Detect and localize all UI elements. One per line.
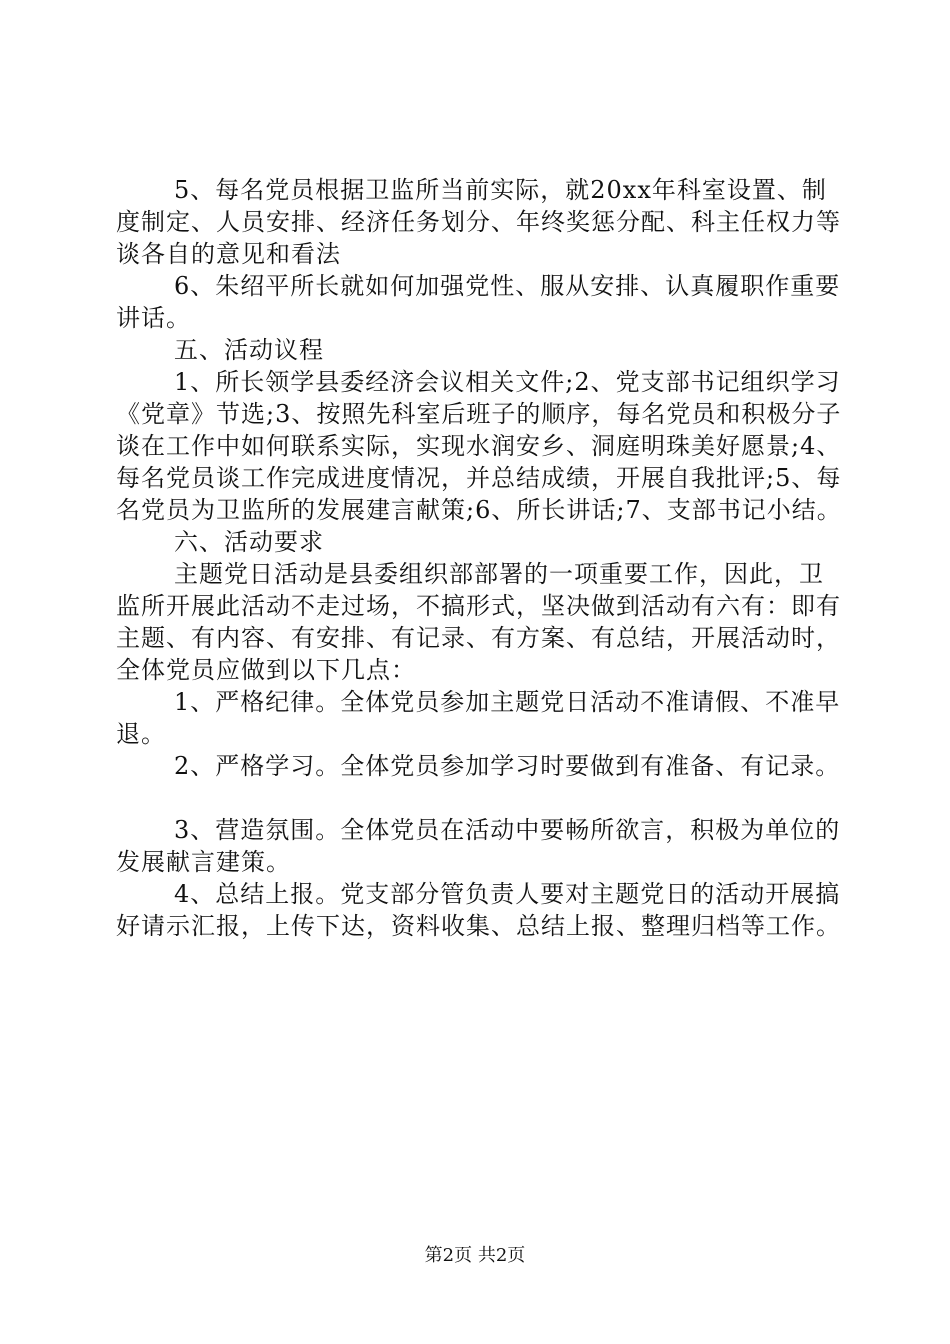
document-body — [116, 174, 846, 942]
paragraph-requirement-4: 4、总结上报。党支部分管负责人要对主题党日的活动开展搞好请示汇报，上传下达，资料收集、总结上报、整理归档等工作。 — [116, 880, 841, 940]
paragraph-gap — [116, 782, 846, 814]
section-heading-agenda: 五、活动议程 — [174, 336, 324, 364]
paragraph-requirement-3: 3、营造氛围。全体党员在活动中要畅所欲言，积极为单位的发展献言建策。 — [116, 816, 841, 876]
paragraph-requirement-2: 2、严格学习。全体党员参加学习时要做到有准备、有记录。 — [174, 752, 841, 780]
paragraph-agenda: 1、所长领学县委经济会议相关文件;2、党支部书记组织学习《党章》节选;3、按照先科室后班子的顺序，每名党员和积极分子谈在工作中如何联系实际，实现水润安乡、洞庭明珠美好愿景;4、每名党员谈工作完成进度情况，并总结成绩，开展自我批评;5、每名党员为卫监所的发展建言献策;6、所长讲话;7、支部书记小结。 — [116, 368, 842, 524]
paragraph-requirements-intro: 主题党日活动是县委组织部部署的一项重要工作，因此，卫监所开展此活动不走过场，不搞形式，坚决做到活动有六有：即有主题、有内容、有安排、有记录、有方案、有总结，开展活动时，全体党员应做到以下几点： — [116, 560, 841, 684]
section-heading-requirements: 六、活动要求 — [174, 528, 324, 556]
page-footer: 第2页 共2页 — [424, 1245, 526, 1266]
paragraph-requirement-1: 1、严格纪律。全体党员参加主题党日活动不准请假、不准早退。 — [116, 688, 841, 748]
paragraph-item-5: 5、每名党员根据卫监所当前实际，就20xx年科室设置、制度制定、人员安排、经济任务划分、年终奖惩分配、科主任权力等谈各自的意见和看法 — [116, 176, 841, 268]
paragraph-item-6: 6、朱绍平所长就如何加强党性、服从安排、认真履职作重要讲话。 — [116, 272, 841, 332]
